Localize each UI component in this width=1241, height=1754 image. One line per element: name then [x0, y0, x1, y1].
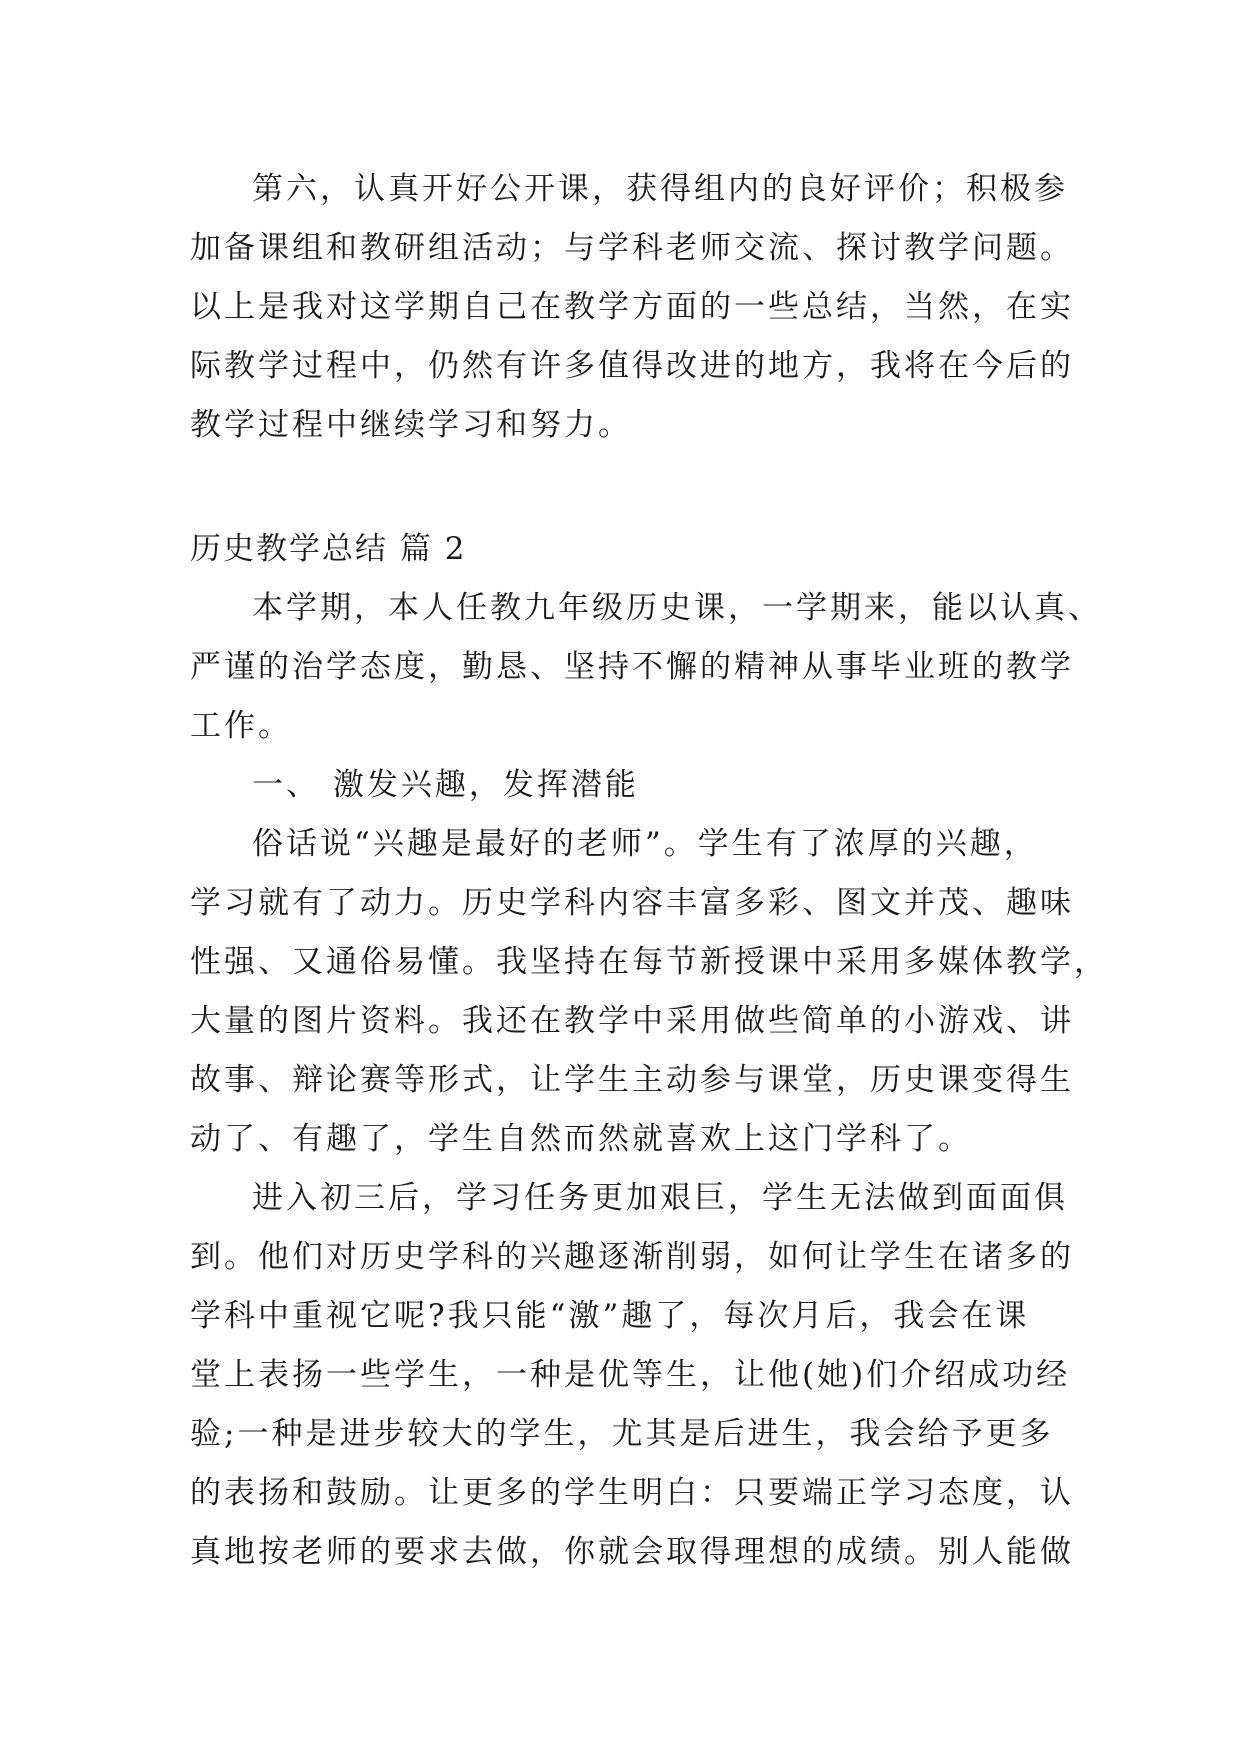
text-line: 验;一种是进步较大的学生，尤其是后进生，我会给予更多 [190, 1416, 1054, 1452]
document-body [190, 160, 1108, 1582]
text-line: 性强、又通俗易懂。我坚持在每节新授课中采用多媒体教学， [190, 944, 1108, 980]
text-line: 第六，认真开好公开课，获得组内的良好评价；积极参 [252, 171, 1068, 207]
text-line: 本学期，本人任教九年级历史课，一学期来，能以认真、 [252, 590, 1102, 626]
text-line: 到。他们对历史学科的兴趣逐渐削弱，如何让学生在诸多的 [190, 1239, 1074, 1275]
paragraph-3 [190, 1169, 1074, 1582]
text-line: 真地按老师的要求去做，你就会取得理想的成绩。别人能做 [190, 1534, 1074, 1570]
text-line: 俗话说“兴趣是最好的老师”。学生有了浓厚的兴趣， [252, 826, 1038, 862]
paragraph-intro [190, 160, 1074, 455]
text-line: 教学过程中继续学习和努力。 [190, 407, 632, 443]
text-line: 进入初三后，学习任务更加艰巨，学生无法做到面面俱 [252, 1180, 1068, 1216]
text-line: 严谨的治学态度，勤恳、坚持不懈的精神从事毕业班的教学 [190, 649, 1074, 685]
text-line: 动了、有趣了，学生自然而然就喜欢上这门学科了。 [190, 1121, 972, 1157]
subheading: 一、 激发兴趣，发挥潜能 [252, 767, 639, 803]
paragraph-1 [190, 579, 1102, 756]
section-spacer [190, 455, 1070, 515]
text-line: 大量的图片资料。我还在教学中采用做些简单的小游戏、讲 [190, 1003, 1074, 1039]
paragraph-2 [190, 815, 1108, 1169]
text-line: 学科中重视它呢?我只能“激”趣了，每次月后，我会在课 [190, 1298, 1030, 1334]
text-line: 工作。 [190, 708, 292, 744]
section-title: 历史教学总结 篇 2 [190, 531, 467, 567]
text-line: 加备课组和教研组活动；与学科老师交流、探讨教学问题。 [190, 230, 1074, 266]
text-line: 堂上表扬一些学生，一种是优等生，让他(她)们介绍成功经 [190, 1357, 1071, 1393]
text-line: 际教学过程中，仍然有许多值得改进的地方，我将在今后的 [190, 348, 1074, 384]
text-line: 以上是我对这学期自己在教学方面的一些总结，当然，在实 [190, 289, 1074, 325]
text-line: 的表扬和鼓励。让更多的学生明白：只要端正学习态度，认 [190, 1475, 1074, 1511]
text-line: 学习就有了动力。历史学科内容丰富多彩、图文并茂、趣味 [190, 885, 1074, 921]
text-line: 故事、辩论赛等形式，让学生主动参与课堂，历史课变得生 [190, 1062, 1074, 1098]
